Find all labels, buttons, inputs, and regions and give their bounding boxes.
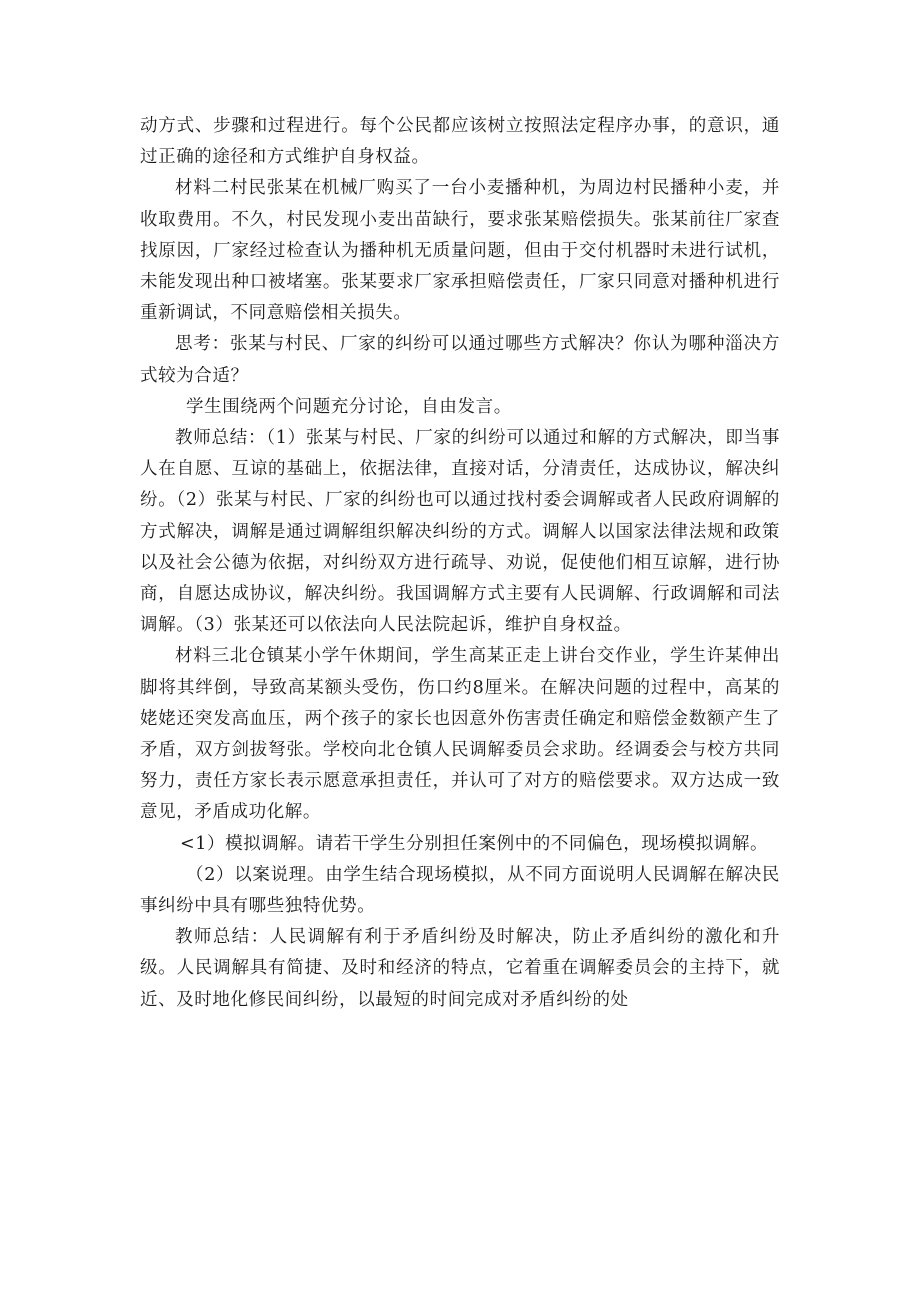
paragraph-material-three: 材料三北仓镇某小学午休期间，学生高某正走上讲台交作业，学生许某伸出脚将其绊倒，导致高某额头受伤，伤口约8厘米。在解决问题的过程中，高某的姥姥还突发高血压，两个孩子的家长也因意外伤害责任确定和赔偿金数额产生了矛盾，双方剑拔弩张。学校向北仓镇人民调解委员会求助。经调委会与校方共同努力，责任方家长表示愿意承担责任，并认可了对方的赔偿要求。双方达成一致意见，矛盾成功化解。 <box>140 646 780 823</box>
paragraph-procedure-continuation: 动方式、步骤和过程进行。每个公民都应该树立按照法定程序办事，的意识，通过正确的途径和方式维护自身权益。 <box>140 116 780 168</box>
paragraph-simulated-mediation: <1）模拟调解。请若干学生分别担任案例中的不同偏色，现场模拟调解。 <box>180 833 769 854</box>
paragraph-case-reasoning: （2）以案说理。由学生结合现场模拟，从不同方面说明人民调解在解决民事纠纷中具有哪些独特优势。 <box>140 864 780 917</box>
paragraph-material-two: 材料二村民张某在机械厂购买了一台小麦播种机，为周边村民播种小麦，并收取费用。不久，村民发现小麦出苗缺行，要求张某赔偿损失。张某前往厂家查找原因，厂家经过检查认为播种机无质量问题，但由于交付机器时未进行试机，未能发现出种口被堵塞。张某要求厂家承担赔偿责任，厂家只同意对播种机进行重新调试，不同意赔偿相关损失。 <box>140 178 780 324</box>
paragraph-thinking-question: 思考：张某与村民、厂家的纠纷可以通过哪些方式解决？你认为哪种淄决方式较为合适？ <box>140 334 780 386</box>
paragraph-teacher-summary-one: 教师总结：（1）张某与村民、厂家的纠纷可以通过和解的方式解决，即当事人在自愿、互谅的基础上，依据法律，直接对话，分清责任，达成协议，解决纠纷。（2）张某与村民、厂家的纠纷也可以通过找村委会调解或者人民政府调解的方式解决，调解是通过调解组织解决纠纷的方式。调解人以国家法律法规和政策以及社会公德为依据，对纠纷双方进行疏导、劝说，促使他们相互谅解，进行协商，自愿达成协议，解决纠纷。我国调解方式主要有人民调解、行政调解和司法调解。（3）张某还可以依法向人民法院起诉，维护自身权益。 <box>140 428 780 636</box>
paragraph-teacher-summary-two: 教师总结：人民调解有利于矛盾纠纷及时解决，防止矛盾纠纷的激化和升级。人民调解具有简捷、及时和经济的特点，它着重在调解委员会的主持下，就近、及时地化修民间纠纷，以最短的时间完成对矛盾纠纷的处 <box>140 927 780 1010</box>
document-body <box>140 111 780 1016</box>
paragraph-student-discussion: 学生围绕两个问题充分讨论，自由发言。 <box>186 396 512 417</box>
